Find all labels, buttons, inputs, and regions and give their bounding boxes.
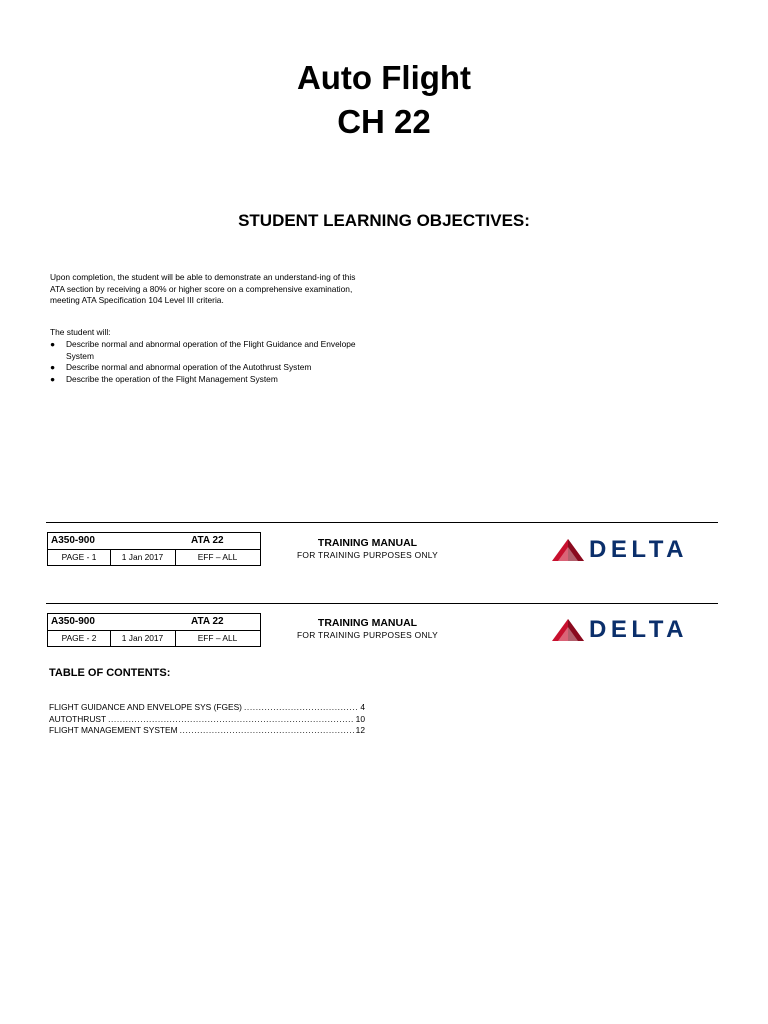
toc-entry[interactable] xyxy=(49,702,365,714)
table-of-contents xyxy=(49,702,365,737)
ata-chapter: ATA 22 xyxy=(191,616,224,627)
title-line-2: CH 22 xyxy=(337,103,431,140)
manual-title: TRAINING MANUAL xyxy=(317,617,418,629)
manual-label xyxy=(295,617,440,640)
header-divider xyxy=(46,603,718,604)
bullet-icon: ● xyxy=(50,362,56,372)
objectives-list xyxy=(50,339,370,385)
title-line-1: Auto Flight xyxy=(296,59,472,96)
page-number: PAGE - 2 xyxy=(48,630,111,646)
bullet-icon: ● xyxy=(50,373,56,384)
objectives-heading: STUDENT LEARNING OBJECTIVES: xyxy=(238,211,530,230)
objective-text: Describe the operation of the Flight Management System xyxy=(66,373,278,384)
toc-entry[interactable] xyxy=(49,725,365,737)
list-item xyxy=(50,374,370,386)
aircraft-model: A350-900 xyxy=(51,535,95,546)
manual-label xyxy=(295,537,440,560)
manual-subtitle: FOR TRAINING PURPOSES ONLY xyxy=(296,630,439,640)
toc-heading: TABLE OF CONTENTS: xyxy=(49,667,171,679)
effectivity: EFF – ALL xyxy=(197,552,238,562)
revision-date: 1 Jan 2017 xyxy=(110,549,176,565)
delta-widget-icon xyxy=(551,618,585,642)
delta-widget-icon xyxy=(551,538,585,562)
revision-date: 1 Jan 2017 xyxy=(110,630,176,646)
toc-entry-label: AUTOTHRUST xyxy=(49,713,107,724)
toc-entry-page: 4 xyxy=(360,702,365,712)
delta-logo xyxy=(551,618,721,644)
document-info-box xyxy=(47,613,261,647)
list-item xyxy=(50,362,370,374)
toc-entry-page: 10 xyxy=(355,713,365,724)
dot-leader xyxy=(108,714,354,726)
bullet-icon: ● xyxy=(50,339,56,349)
effectivity: EFF – ALL xyxy=(197,633,238,643)
toc-entry-label: FLIGHT GUIDANCE AND ENVELOPE SYS (FGES) xyxy=(49,702,242,712)
dot-leader xyxy=(180,725,354,737)
student-will-label: The student will: xyxy=(50,327,111,337)
delta-logo xyxy=(551,538,721,564)
toc-entry[interactable] xyxy=(49,714,365,726)
objective-text: Describe normal and abnormal operation of the Flight Guidance and Envelope System xyxy=(66,339,356,361)
ata-chapter: ATA 22 xyxy=(191,535,224,546)
logo-wordmark: DELTA xyxy=(589,616,688,643)
header-divider xyxy=(46,522,718,523)
manual-subtitle: FOR TRAINING PURPOSES ONLY xyxy=(296,550,439,560)
toc-entry-label: FLIGHT MANAGEMENT SYSTEM xyxy=(49,725,178,735)
toc-entry-page: 12 xyxy=(355,725,365,735)
objective-text: Describe normal and abnormal operation of the Autothrust System xyxy=(66,362,312,372)
logo-wordmark: DELTA xyxy=(589,536,688,563)
list-item xyxy=(50,339,370,362)
page-number: PAGE - 1 xyxy=(48,549,111,565)
manual-title: TRAINING MANUAL xyxy=(317,537,418,549)
dot-leader xyxy=(244,702,358,714)
intro-paragraph: Upon completion, the student will be able to demonstrate an understand-ing of this ATA section by receiving a 80% or higher score on a comprehensive examination, meeting ATA Specification 104 Level III criteria. xyxy=(50,272,356,305)
aircraft-model: A350-900 xyxy=(51,616,95,627)
document-info-box xyxy=(47,532,261,566)
